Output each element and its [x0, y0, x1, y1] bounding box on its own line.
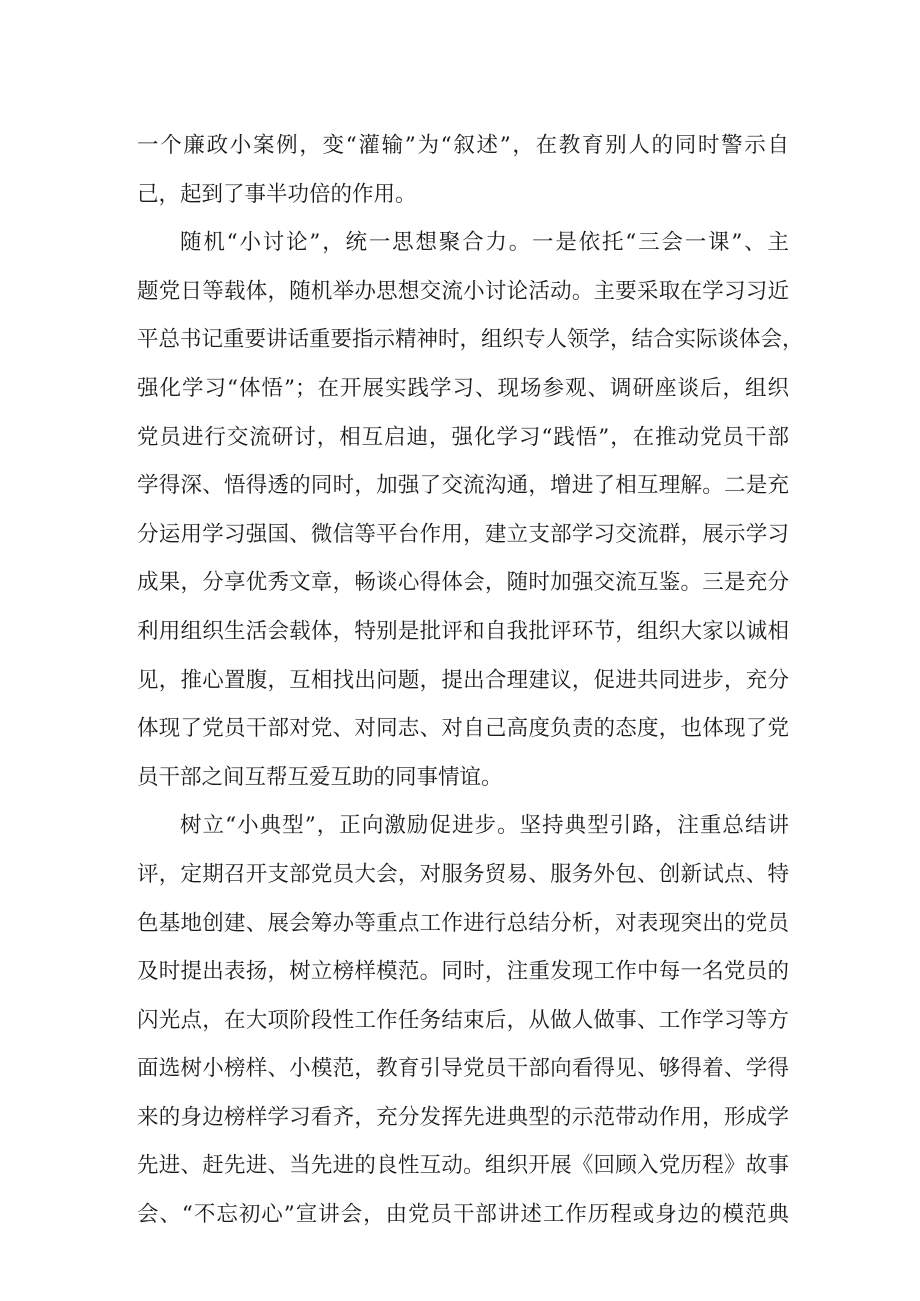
text-line: 来的身边榜样学习看齐，充分发挥先进典型的示范带动作用，形成学: [137, 1104, 789, 1130]
text-line: 闪光点，在大项阶段性工作任务结束后，从做人做事、工作学习等方: [137, 1007, 789, 1033]
text-line: 题党日等载体，随机举办思想交流小讨论活动。主要采取在学习习近: [137, 278, 789, 304]
text-line: 分运用学习强国、微信等平台作用，建立支部学习交流群，展示学习: [137, 521, 789, 547]
text-line: 见，推心置腹，互相找出问题，提出合理建议，促进共同进步，充分: [137, 667, 789, 693]
text-line: 树立“小典型”，正向激励促进步。坚持典型引路，注重总结讲: [180, 813, 789, 839]
text-line: 一个廉政小案例，变“灌输”为“叙述”，在教育别人的同时警示自: [137, 133, 789, 158]
text-line: 平总书记重要讲话重要指示精神时，组织专人领学，结合实际谈体会，: [137, 327, 804, 353]
text-line: 学得深、悟得透的同时，加强了交流沟通，增进了相互理解。二是充: [137, 473, 789, 499]
text-line: 利用组织生活会载体，特别是批评和自我批评环节，组织大家以诚相: [137, 618, 789, 644]
text-line: 随机“小讨论”，统一思想聚合力。一是依托“三会一课”、主: [180, 230, 789, 256]
text-line: 员干部之间互帮互爱互助的同事情谊。: [137, 764, 503, 790]
text-line: 面选树小榜样、小模范，教育引导党员干部向看得见、够得着、学得: [137, 1056, 789, 1082]
body-text: [137, 122, 804, 1240]
text-line: 评，定期召开支部党员大会，对服务贸易、服务外包、创新试点、特: [137, 861, 789, 887]
text-line: 党员进行交流研讨，相互启迪，强化学习“践悟”，在推动党员干部: [137, 424, 789, 450]
text-line: 色基地创建、展会筹办等重点工作进行总结分析，对表现突出的党员: [137, 910, 789, 936]
text-line: 会、“不忘初心”宣讲会，由党员干部讲述工作历程或身边的模范典: [137, 1202, 789, 1228]
text-line: 成果，分享优秀文章，畅谈心得体会，随时加强交流互鉴。三是充分: [137, 570, 789, 596]
text-line: 己，起到了事半功倍的作用。: [137, 181, 417, 207]
text-line: 强化学习“体悟”；在开展实践学习、现场参观、调研座谈后，组织: [137, 375, 789, 401]
text-line: 及时提出表扬，树立榜样模范。同时，注重发现工作中每一名党员的: [137, 959, 789, 985]
text-line: 体现了党员干部对党、对同志、对自己高度负责的态度，也体现了党: [137, 716, 789, 742]
text-line: 先进、赶先进、当先进的良性互动。组织开展《回顾入党历程》故事: [137, 1153, 789, 1179]
